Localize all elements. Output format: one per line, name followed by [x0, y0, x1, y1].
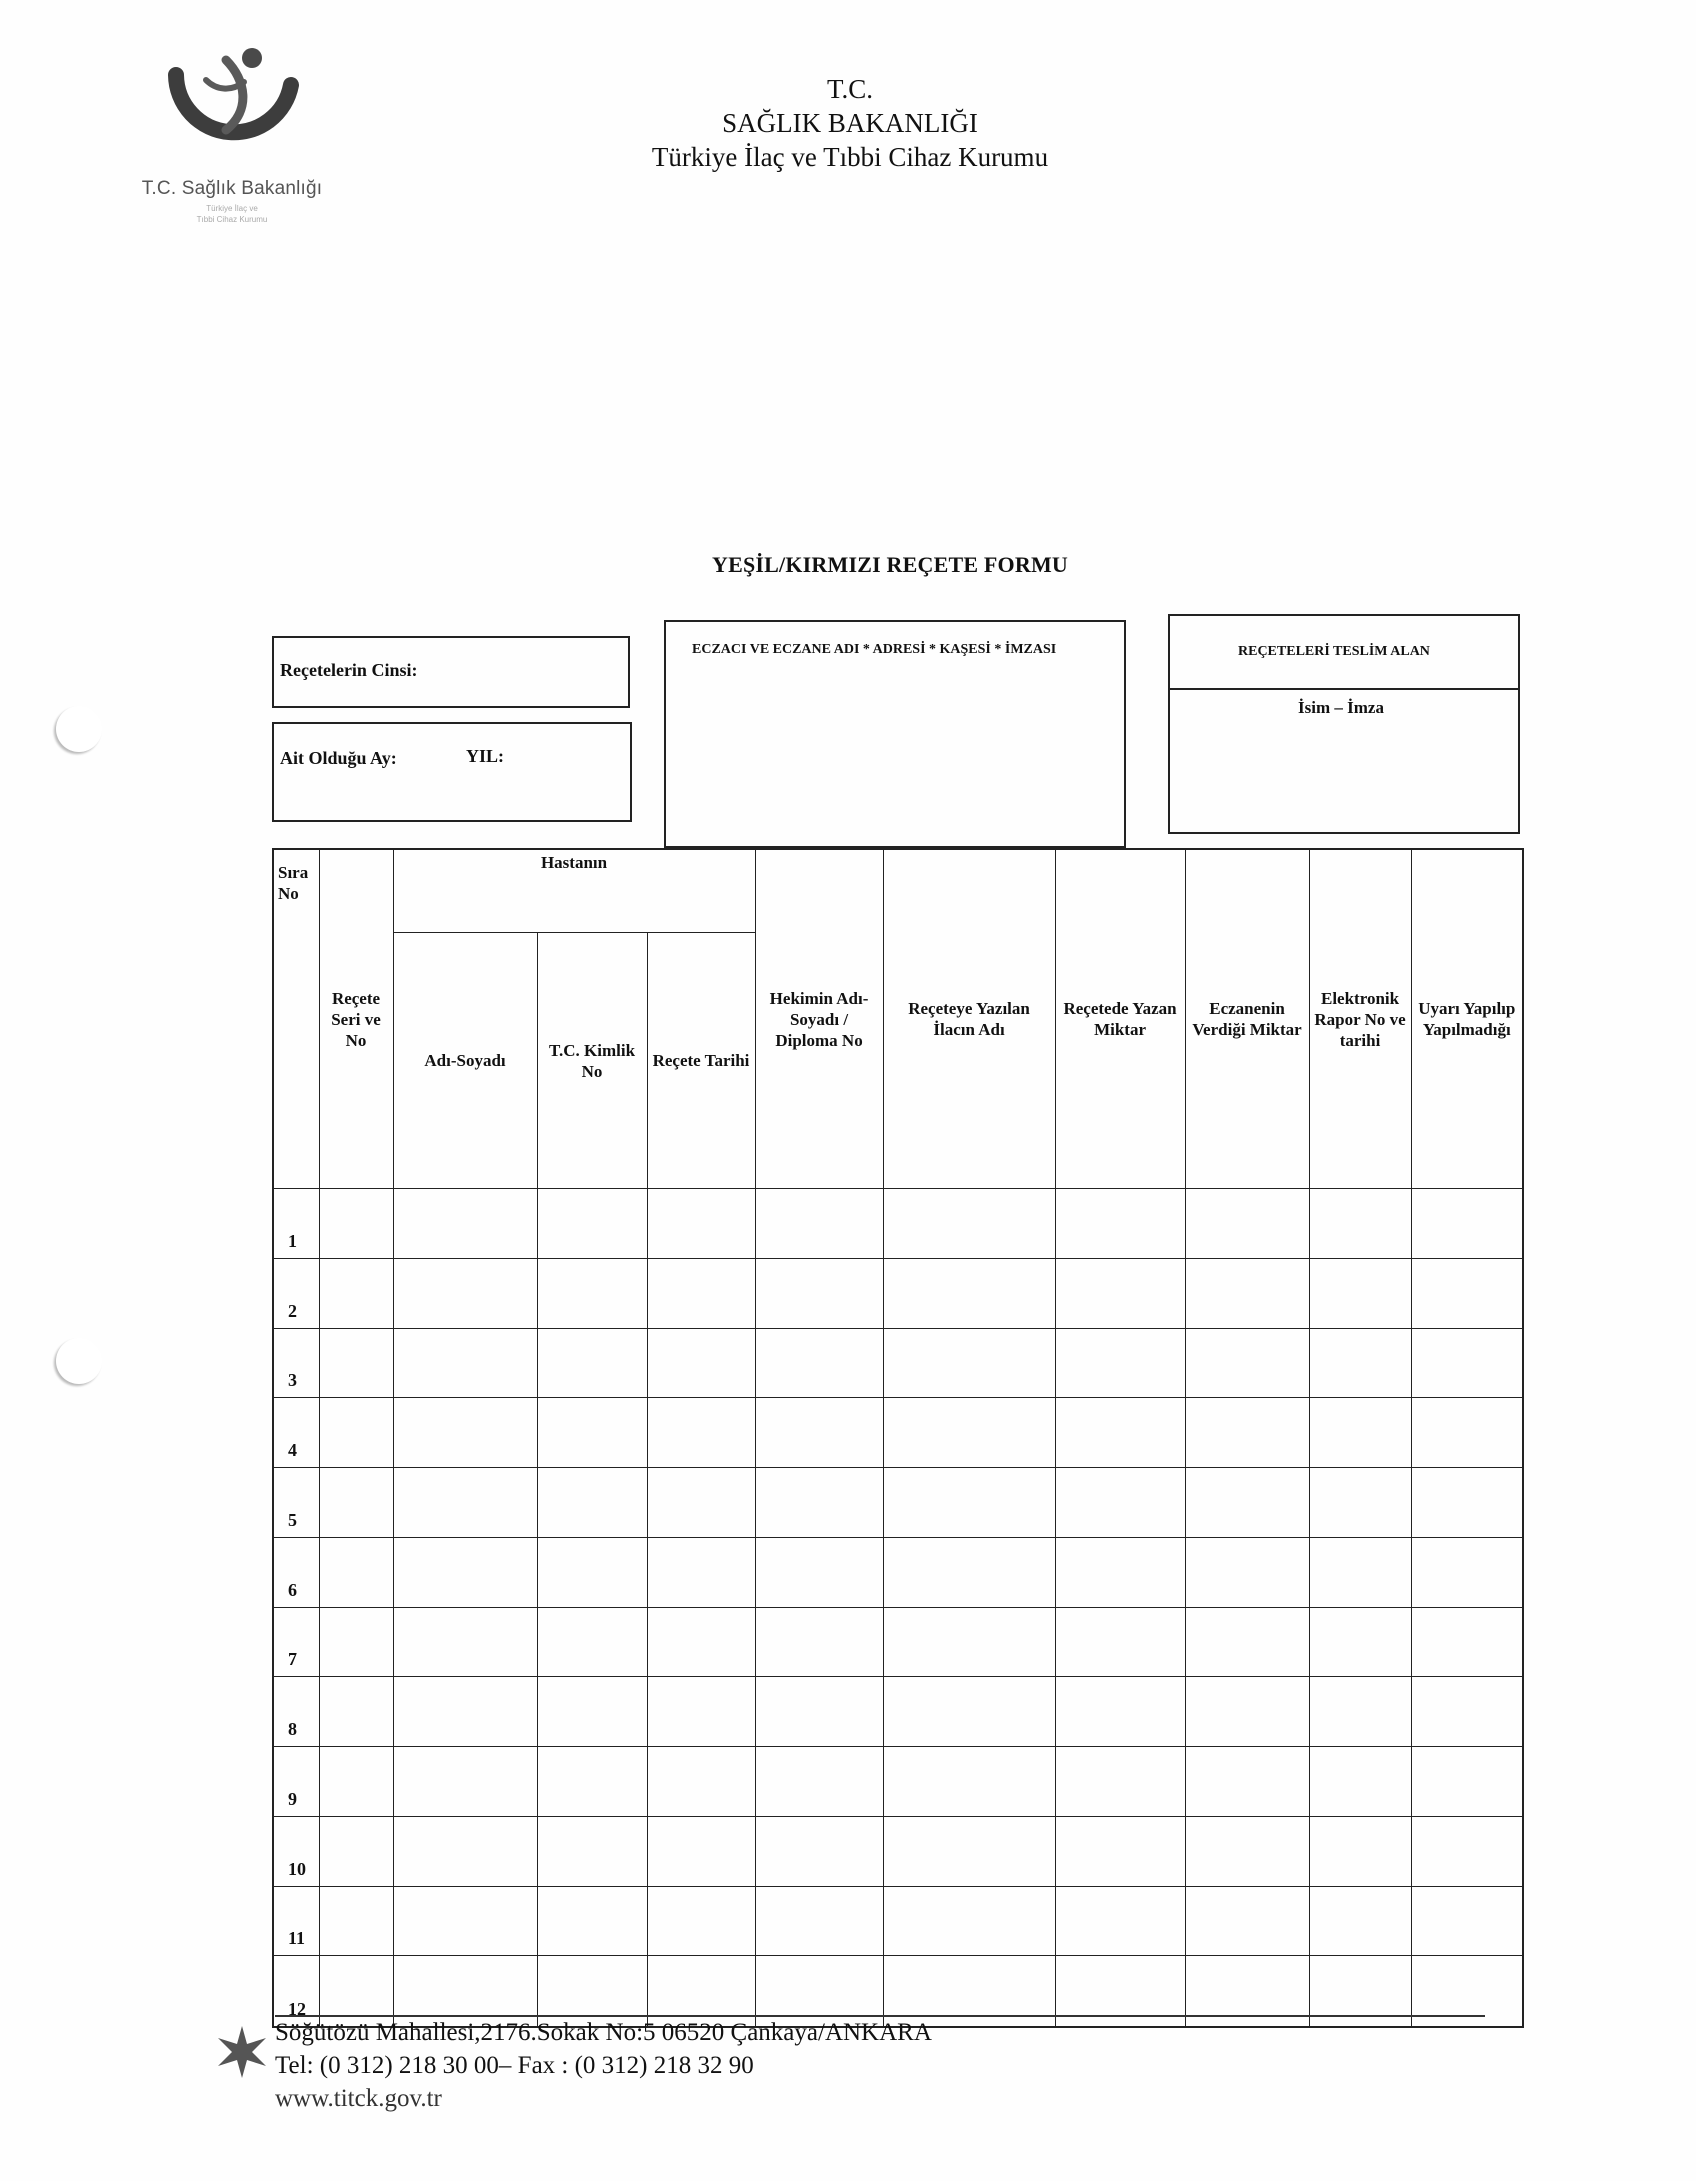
table-row	[273, 1258, 1523, 1328]
table-cell[interactable]	[1055, 1258, 1185, 1328]
row-number: 11	[273, 1886, 319, 1956]
table-cell[interactable]	[755, 1747, 883, 1817]
recete-cinsi-box[interactable]	[272, 636, 630, 708]
table-cell[interactable]	[319, 1747, 393, 1817]
table-cell[interactable]	[393, 1328, 537, 1398]
header-line-1: T.C.	[827, 74, 873, 104]
form-title: YEŞİL/KIRMIZI REÇETE FORMU	[711, 552, 1069, 577]
punch-hole-bottom	[56, 1338, 102, 1384]
table-cell[interactable]	[1185, 1328, 1309, 1398]
table-cell[interactable]	[647, 1189, 755, 1259]
table-cell[interactable]	[1411, 1816, 1523, 1886]
table-cell[interactable]	[537, 1607, 647, 1677]
table-cell[interactable]	[883, 1537, 1055, 1607]
table-row	[273, 1398, 1523, 1468]
table-row	[273, 1468, 1523, 1538]
col-ilacin-adi: Reçeteye Yazılan İlacın Adı	[883, 849, 1055, 1189]
table-cell[interactable]	[537, 1677, 647, 1747]
table-cell[interactable]	[1185, 1189, 1309, 1259]
table-cell[interactable]	[319, 1886, 393, 1956]
table-cell[interactable]	[1185, 1816, 1309, 1886]
col-adi-soyadi: Adı-Soyadı	[393, 933, 537, 1189]
col-verdigi-miktar: Eczanenin Verdiği Miktar	[1185, 849, 1309, 1189]
col-elektronik-rapor: Elektronik Rapor No ve tarihi	[1309, 849, 1411, 1189]
table-cell[interactable]	[1309, 1189, 1411, 1259]
table-cell[interactable]	[1055, 1886, 1185, 1956]
table-cell[interactable]	[1055, 1398, 1185, 1468]
table-cell[interactable]	[1055, 1607, 1185, 1677]
star-icon	[214, 2024, 270, 2080]
table-cell[interactable]	[883, 1886, 1055, 1956]
table-cell[interactable]	[647, 1816, 755, 1886]
table-cell[interactable]	[393, 1886, 537, 1956]
table-cell[interactable]	[393, 1468, 537, 1538]
logo-subtext-2: Tıbbi Cihaz Kurumu	[196, 215, 268, 224]
table-cell[interactable]	[647, 1747, 755, 1817]
ait-oldugu-ay-box[interactable]	[272, 722, 632, 822]
teslim-alan-label: REÇETELERİ TESLİM ALAN	[1238, 644, 1430, 659]
table-cell[interactable]	[319, 1398, 393, 1468]
table-row	[273, 1886, 1523, 1956]
table-cell[interactable]	[1309, 1328, 1411, 1398]
table-cell[interactable]	[647, 1398, 755, 1468]
table-cell[interactable]	[1185, 1537, 1309, 1607]
table-cell[interactable]	[647, 1328, 755, 1398]
punch-hole-top	[56, 706, 102, 752]
table-cell[interactable]	[537, 1816, 647, 1886]
table-cell[interactable]	[393, 1189, 537, 1259]
table-cell[interactable]	[319, 1328, 393, 1398]
footer-website[interactable]: www.titck.gov.tr	[275, 2085, 442, 2112]
table-cell[interactable]	[1411, 1398, 1523, 1468]
table-cell[interactable]	[393, 1258, 537, 1328]
table-cell[interactable]	[647, 1607, 755, 1677]
table-cell[interactable]	[883, 1189, 1055, 1259]
table-cell[interactable]	[319, 1537, 393, 1607]
table-cell[interactable]	[393, 1747, 537, 1817]
table-cell[interactable]	[1411, 1468, 1523, 1538]
logo-subtext-1: Türkiye İlaç ve	[206, 204, 258, 213]
table-cell[interactable]	[1185, 1886, 1309, 1956]
table-cell[interactable]	[1185, 1468, 1309, 1538]
header-line-3: Türkiye İlaç ve Tıbbi Cihaz Kurumu	[651, 142, 1049, 172]
row-number: 10	[273, 1816, 319, 1886]
col-hastanin: Hastanın	[393, 849, 755, 933]
ministry-logo-icon	[156, 20, 306, 170]
logo-text: T.C. Sağlık Bakanlığı	[141, 178, 323, 199]
table-cell[interactable]	[647, 1468, 755, 1538]
table-cell[interactable]	[1411, 1258, 1523, 1328]
recete-table	[272, 848, 1524, 2028]
ministry-logo	[112, 20, 352, 250]
table-cell[interactable]	[755, 1398, 883, 1468]
header-line-2: SAĞLIK BAKANLIĞI	[722, 108, 978, 138]
table-cell[interactable]	[755, 1677, 883, 1747]
row-number: 7	[273, 1607, 319, 1677]
table-cell[interactable]	[755, 1328, 883, 1398]
table-row	[273, 1537, 1523, 1607]
table-cell[interactable]	[1309, 1677, 1411, 1747]
table-cell[interactable]	[319, 1677, 393, 1747]
table-cell[interactable]	[1309, 1258, 1411, 1328]
table-row	[273, 1328, 1523, 1398]
col-uyari: Uyarı Yapılıp Yapılmadığı	[1411, 849, 1523, 1189]
row-number: 6	[273, 1537, 319, 1607]
table-cell[interactable]	[537, 1258, 647, 1328]
table-header-row	[273, 849, 1523, 933]
table-cell[interactable]	[537, 1189, 647, 1259]
table-cell[interactable]	[1309, 1468, 1411, 1538]
table-cell[interactable]	[537, 1328, 647, 1398]
table-cell[interactable]	[755, 1537, 883, 1607]
row-number: 3	[273, 1328, 319, 1398]
table-cell[interactable]	[537, 1886, 647, 1956]
table-cell[interactable]	[755, 1816, 883, 1886]
footer-address: Söğütözü Mahallesi,2176.Sokak No:5 06520 Çankaya/ANKARA	[275, 2019, 932, 2046]
page-header	[600, 72, 1100, 174]
table-cell[interactable]	[1185, 1747, 1309, 1817]
table-row	[273, 1607, 1523, 1677]
row-number: 12	[273, 1956, 319, 2027]
table-row	[273, 1189, 1523, 1259]
table-cell[interactable]	[1309, 1607, 1411, 1677]
table-row	[273, 1677, 1523, 1747]
table-cell[interactable]	[883, 1258, 1055, 1328]
table-body	[273, 1189, 1523, 2027]
table-cell[interactable]	[755, 1886, 883, 1956]
ait-oldugu-ay-label: Ait Olduğu Ay:	[280, 748, 397, 768]
table-cell[interactable]	[1411, 1886, 1523, 1956]
table-cell[interactable]	[647, 1537, 755, 1607]
table-cell[interactable]	[319, 1607, 393, 1677]
eczaci-label: ECZACI VE ECZANE ADI * ADRESİ * KAŞESİ * İMZASI	[692, 642, 1057, 657]
table-cell[interactable]	[1411, 1328, 1523, 1398]
row-number: 4	[273, 1398, 319, 1468]
table-cell[interactable]	[1309, 1537, 1411, 1607]
table-cell[interactable]	[537, 1747, 647, 1817]
table-cell[interactable]	[1411, 1607, 1523, 1677]
table-cell[interactable]	[537, 1537, 647, 1607]
col-tc-kimlik: T.C. Kimlik No	[537, 933, 647, 1189]
table-cell[interactable]	[319, 1258, 393, 1328]
table-cell[interactable]	[1411, 1677, 1523, 1747]
col-recete-seri: Reçete Seri ve No	[319, 849, 393, 1189]
table-cell[interactable]	[1309, 1398, 1411, 1468]
table-cell[interactable]	[755, 1258, 883, 1328]
row-number: 2	[273, 1258, 319, 1328]
table-cell[interactable]	[647, 1677, 755, 1747]
table-cell[interactable]	[1411, 1537, 1523, 1607]
table-cell[interactable]	[393, 1677, 537, 1747]
table-cell[interactable]	[1185, 1607, 1309, 1677]
table-cell[interactable]	[1309, 1816, 1411, 1886]
row-number: 5	[273, 1468, 319, 1538]
row-number: 8	[273, 1677, 319, 1747]
table-cell[interactable]	[1055, 1816, 1185, 1886]
table-cell[interactable]	[1411, 1189, 1523, 1259]
eczaci-box[interactable]	[664, 620, 1126, 848]
table-cell[interactable]	[319, 1816, 393, 1886]
table-cell[interactable]	[393, 1537, 537, 1607]
table-cell[interactable]	[883, 1607, 1055, 1677]
table-cell[interactable]	[647, 1258, 755, 1328]
table-cell[interactable]	[883, 1468, 1055, 1538]
col-sira-no: Sıra No	[273, 849, 319, 1189]
footer	[275, 2016, 932, 2115]
yil-label: YIL:	[466, 746, 505, 766]
table-cell[interactable]	[1309, 1886, 1411, 1956]
table-cell[interactable]	[755, 1468, 883, 1538]
table-cell[interactable]	[1309, 1747, 1411, 1817]
table-cell[interactable]	[1055, 1537, 1185, 1607]
table-row	[273, 1747, 1523, 1817]
table-row	[273, 1816, 1523, 1886]
table-cell[interactable]	[755, 1607, 883, 1677]
col-hekimin: Hekimin Adı-Soyadı / Diploma No	[755, 849, 883, 1189]
table-cell[interactable]	[1185, 1398, 1309, 1468]
table-cell[interactable]	[1055, 1677, 1185, 1747]
table-cell[interactable]	[393, 1816, 537, 1886]
table-cell[interactable]	[319, 1189, 393, 1259]
table-cell[interactable]	[883, 1328, 1055, 1398]
table-cell[interactable]	[393, 1607, 537, 1677]
table-cell[interactable]	[1055, 1189, 1185, 1259]
table-cell[interactable]	[1185, 1258, 1309, 1328]
table-cell[interactable]	[537, 1468, 647, 1538]
table-cell[interactable]	[319, 1468, 393, 1538]
table-cell[interactable]	[1185, 1677, 1309, 1747]
col-yazan-miktar: Reçetede Yazan Miktar	[1055, 849, 1185, 1189]
isim-imza-label: İsim – İmza	[1298, 698, 1384, 717]
teslim-alan-box[interactable]	[1168, 614, 1520, 834]
table-cell[interactable]	[883, 1398, 1055, 1468]
recete-cinsi-label: Reçetelerin Cinsi:	[280, 660, 418, 680]
table-cell[interactable]	[883, 1677, 1055, 1747]
table-cell[interactable]	[1055, 1328, 1185, 1398]
table-cell[interactable]	[755, 1189, 883, 1259]
teslim-alan-header	[1170, 616, 1518, 690]
table-cell[interactable]	[883, 1816, 1055, 1886]
row-number: 1	[273, 1189, 319, 1259]
row-number: 9	[273, 1747, 319, 1817]
table-cell[interactable]	[537, 1398, 647, 1468]
table-cell[interactable]	[1055, 1468, 1185, 1538]
table-cell[interactable]	[647, 1886, 755, 1956]
col-recete-tarihi: Reçete Tarihi	[647, 933, 755, 1189]
footer-phone: Tel: (0 312) 218 30 00– Fax : (0 312) 218 32 90	[275, 2052, 754, 2079]
table-cell[interactable]	[1055, 1747, 1185, 1817]
table-cell[interactable]	[393, 1398, 537, 1468]
table-cell[interactable]	[1411, 1747, 1523, 1817]
table-cell[interactable]	[883, 1747, 1055, 1817]
